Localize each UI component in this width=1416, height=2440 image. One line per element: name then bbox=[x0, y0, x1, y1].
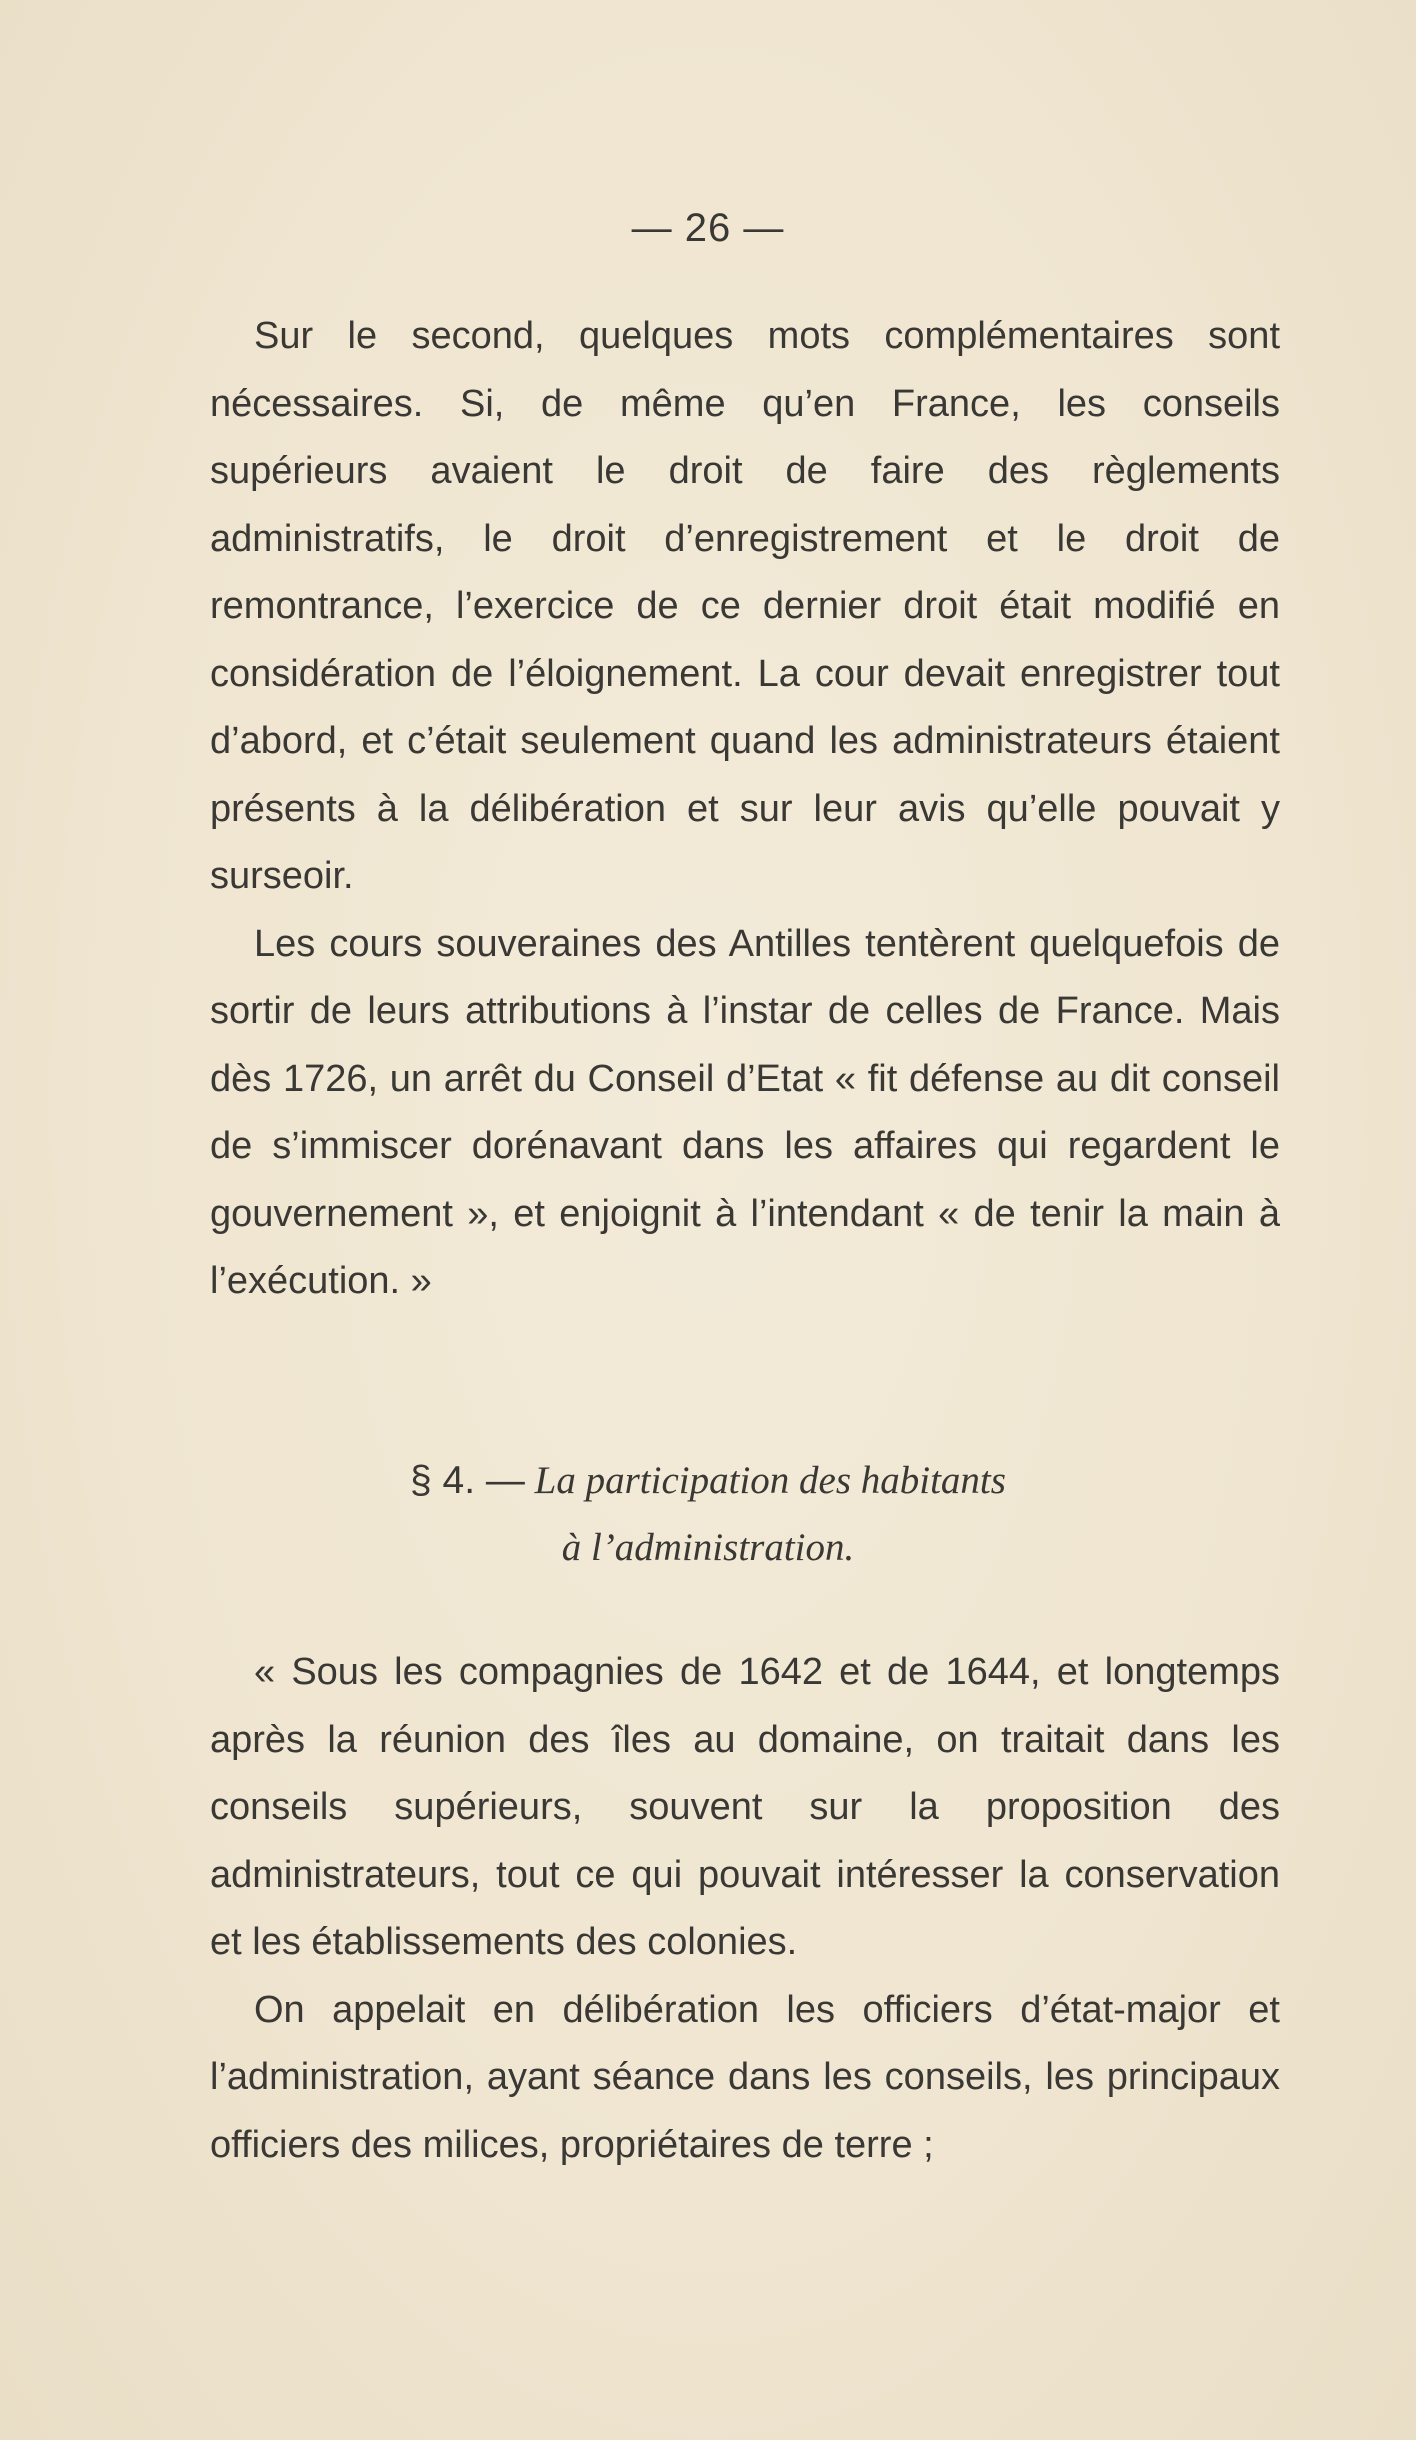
page-number: — 26 — bbox=[631, 206, 785, 250]
section-number: § 4. — bbox=[410, 1459, 525, 1502]
paragraph: « Sous les compagnies de 1642 et de 1644, et longtemps après la réunion des îles au domaine, on traitait dans les conseils supérieurs, souvent sur la proposition des administrateurs, tout ce qui pouvait intéresser la conservation et les établissements des colonies. bbox=[210, 1651, 1280, 1963]
section-title-line-1: La participation des habitants bbox=[534, 1459, 1006, 1502]
text-block-top bbox=[210, 303, 1280, 1316]
section-heading-line-1 bbox=[0, 1447, 1416, 1514]
text-block-bottom bbox=[210, 1639, 1280, 2179]
section-heading bbox=[0, 1447, 1416, 1581]
section-title-line-2: à l’administration. bbox=[561, 1526, 855, 1569]
paragraph: On appelait en délibération les officiers d’état-major et l’administration, ayant séance dans les conseils, les principaux officiers des milices, propriétaires de terre ; bbox=[210, 1988, 1280, 2166]
paragraph: Les cours souveraines des Antilles tentèrent quelquefois de sortir de leurs attributions à l’instar de celles de France. Mais dès 1726, un arrêt du Conseil d’Etat « fit défense au dit conseil de s’immiscer dorénavant dans les affaires qui regardent le gouvernement », et enjoignit à l’intendant « de tenir la main à l’exécution. » bbox=[210, 922, 1280, 1302]
paragraph: Sur le second, quelques mots complémentaires sont nécessaires. Si, de même qu’en France, les conseils supérieurs avaient le droit de faire des règlements administratifs, le droit d’enregistrement et le droit de remontrance, l’exercice de ce dernier droit était modifié en considération de l’éloignement. La cour devait enregistrer tout d’abord, et c’était seulement quand les administrateurs étaient présents à la délibération et sur leur avis qu’elle pouvait y surseoir. bbox=[210, 315, 1280, 897]
